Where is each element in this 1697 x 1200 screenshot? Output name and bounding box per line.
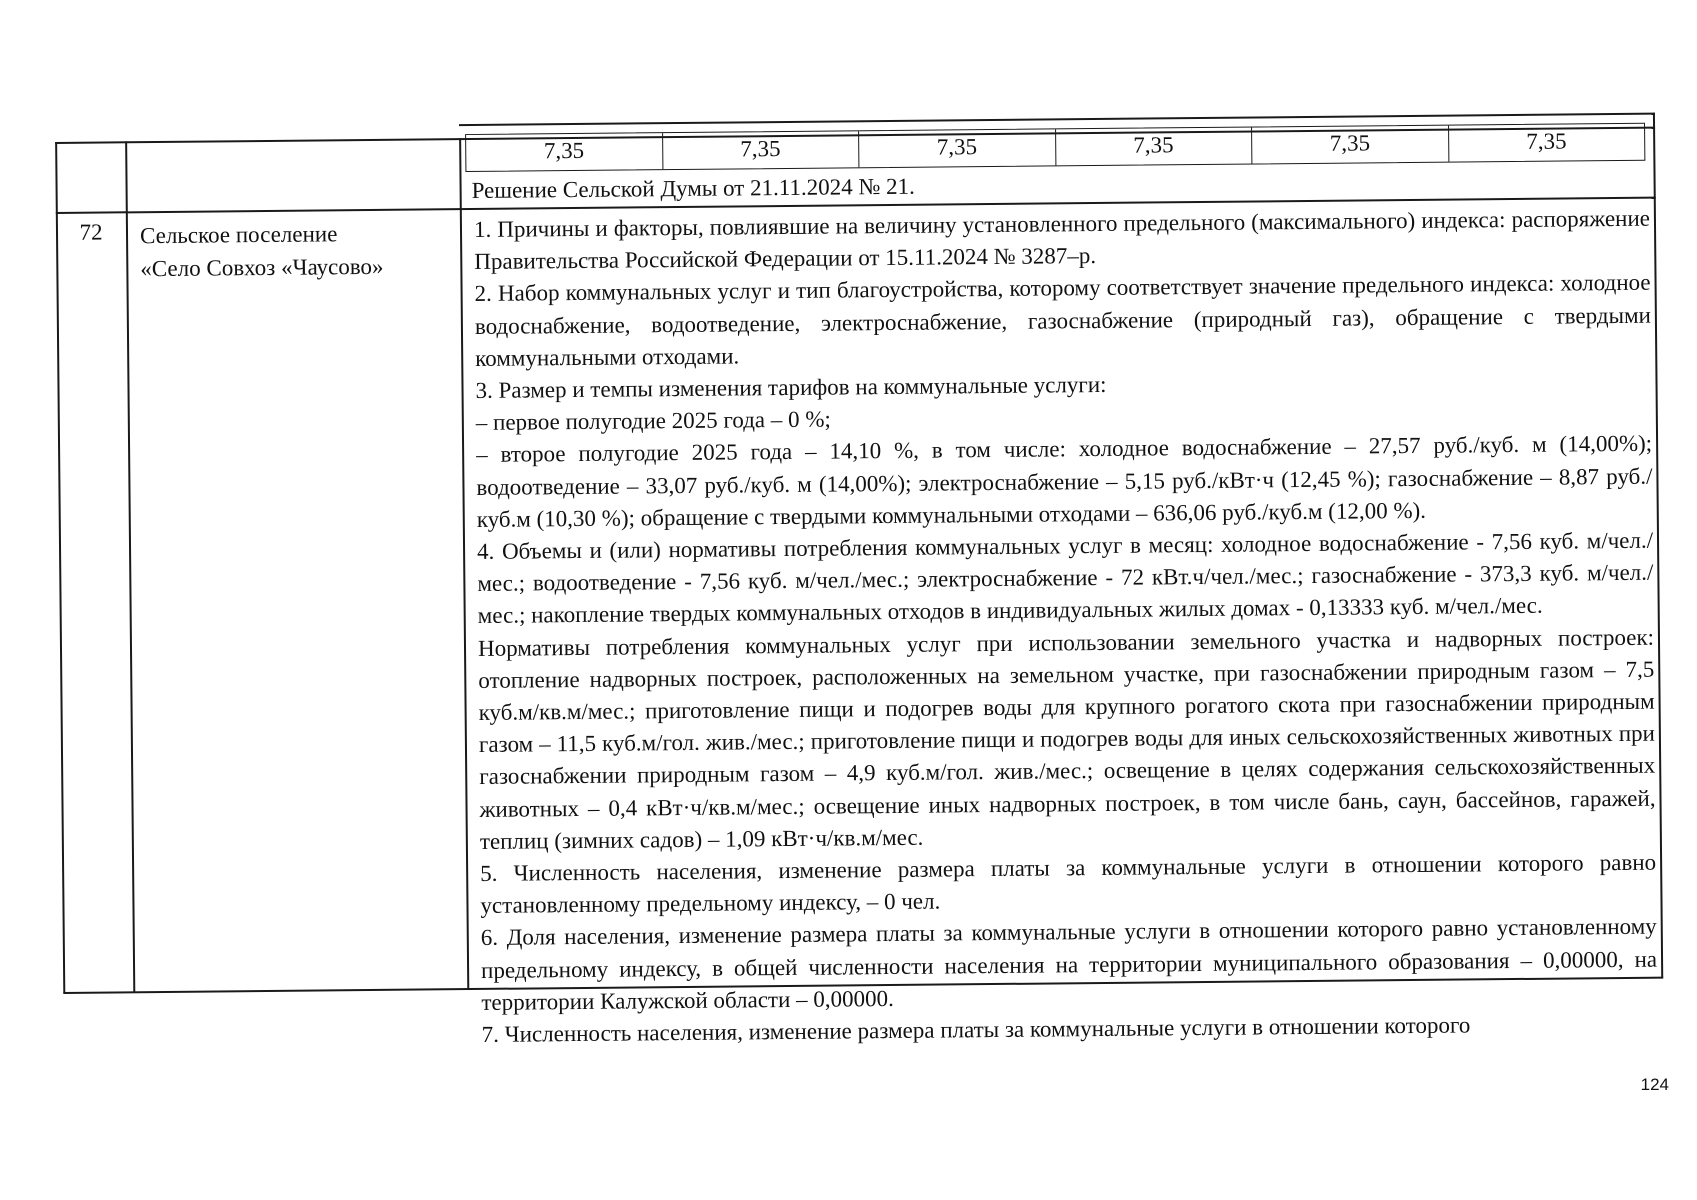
paragraph: – первое полугодие 2025 года – 0 %; [475,406,831,436]
index-value-cell: 7,35 [1252,126,1449,164]
paragraph: 4. Объемы и (или) нормативы потребления коммунальных услуг в месяц: холодное водоснабжение - 7,56 куб. м/чел./мес.; водоотведение - 7,56 куб. м/чел./мес.; электроснабжение - 72 кВт.ч/чел./мес.; газоснабжение - 373,3 куб. м/чел./мес.; накопление твердых коммунальных отходов в индивидуальных жилых домах - 0,13333 куб. м/чел./мес. [476,527,1654,629]
page-number: 124 [1640,1075,1669,1094]
paragraph: Нормативы потребления коммунальных услуг при использовании земельного участка и надворных построек: отопление надворных построек, расположенных на земельном участке, при газоснабжении природным газом – 7,5 куб.м/кв.м/мес.; приготовление пищи и подогрев воды для крупного рогатого скота при газоснабжении природным газом – 11,5 куб.м/гол. жив./мес.; приготовление пищи и подогрев воды для иных сельскохозяйственных животных при газоснабжении природным газом – 4,9 куб.м/гол. жив./мес.; освещение в целях содержания сельскохозяйственных животных – 0,4 кВт·ч/кв.м/мес.; освещение иных надворных построек, в том числе бань, саун, бассейнов, гаражей, теплиц (зимних садов) – 1,09 кВт·ч/кв.м/мес. [477,624,1656,854]
row-number: 72 [79,219,103,245]
paragraph: – второе полугодие 2025 года – 14,10 %, в том числе: холодное водоснабжение – 27,57 руб./куб. м (14,00%); водоотведение – 33,07 руб./куб. м (14,00%); электроснабжение – 5,15 руб./кВт·ч (12,45 %); газоснабжение – 8,87 руб./куб.м (10,30 %); обращение с твердыми коммунальными отходами – 636,06 руб./куб.м (12,00 %). [476,431,1653,532]
index-value-cell: 7,35 [1526,128,1567,154]
paragraph: 5. Численность населения, изменение размера платы за коммунальные услуги в отношении которого равно установленному предельному индексу, – 0 чел. [480,849,1657,919]
index-value-cell: 7,35 [663,131,860,169]
municipality-name [140,216,461,285]
paragraph: 7. Численность населения, изменение размера платы за коммунальные услуги в отношении которого [481,1012,1471,1048]
column-divider-2 [125,141,135,992]
index-value-cell: 7,35 [466,133,663,171]
paragraph: 1. Причины и факторы, повлиявшие на величину установленного предельного (максимального) индекса: распоряжение Правительства Российской Федерации от 15.11.2024 № 3287–р. [473,205,1651,275]
paragraph: 3. Размер и темпы изменения тарифов на коммунальные услуги: [475,371,1107,403]
index-value-cell: 7,35 [1056,128,1253,166]
municipality-name-line: «Село Совхоз «Чаусово» [140,253,384,282]
decision-text: Решение Сельской Думы от 21.11.2024 № 21. [471,173,915,204]
column-divider-1 [55,142,65,993]
column-divider-3 [459,138,469,989]
paragraph: 6. Доля населения, изменение размера платы за коммунальные услуги в отношении которого равно установленному предельному индексу, в общей численности населения на территории муниципального образования – 0,00000, на территории Калужской области – 0,00000. [480,914,1658,1015]
municipality-name-line: Сельское поселение [139,221,338,249]
tariff-table [55,113,1669,1098]
paragraph: 2. Набор коммунальных услуг и тип благоустройства, которому соответствует значение предельного индекса: холодное водоснабжение, водоотведение, электроснабжение, газоснабжение (природный газ), обращение с твердыми коммунальными отходами. [474,270,1651,371]
index-value-cell: 7,35 [859,129,1056,167]
row-description [474,203,1658,1052]
